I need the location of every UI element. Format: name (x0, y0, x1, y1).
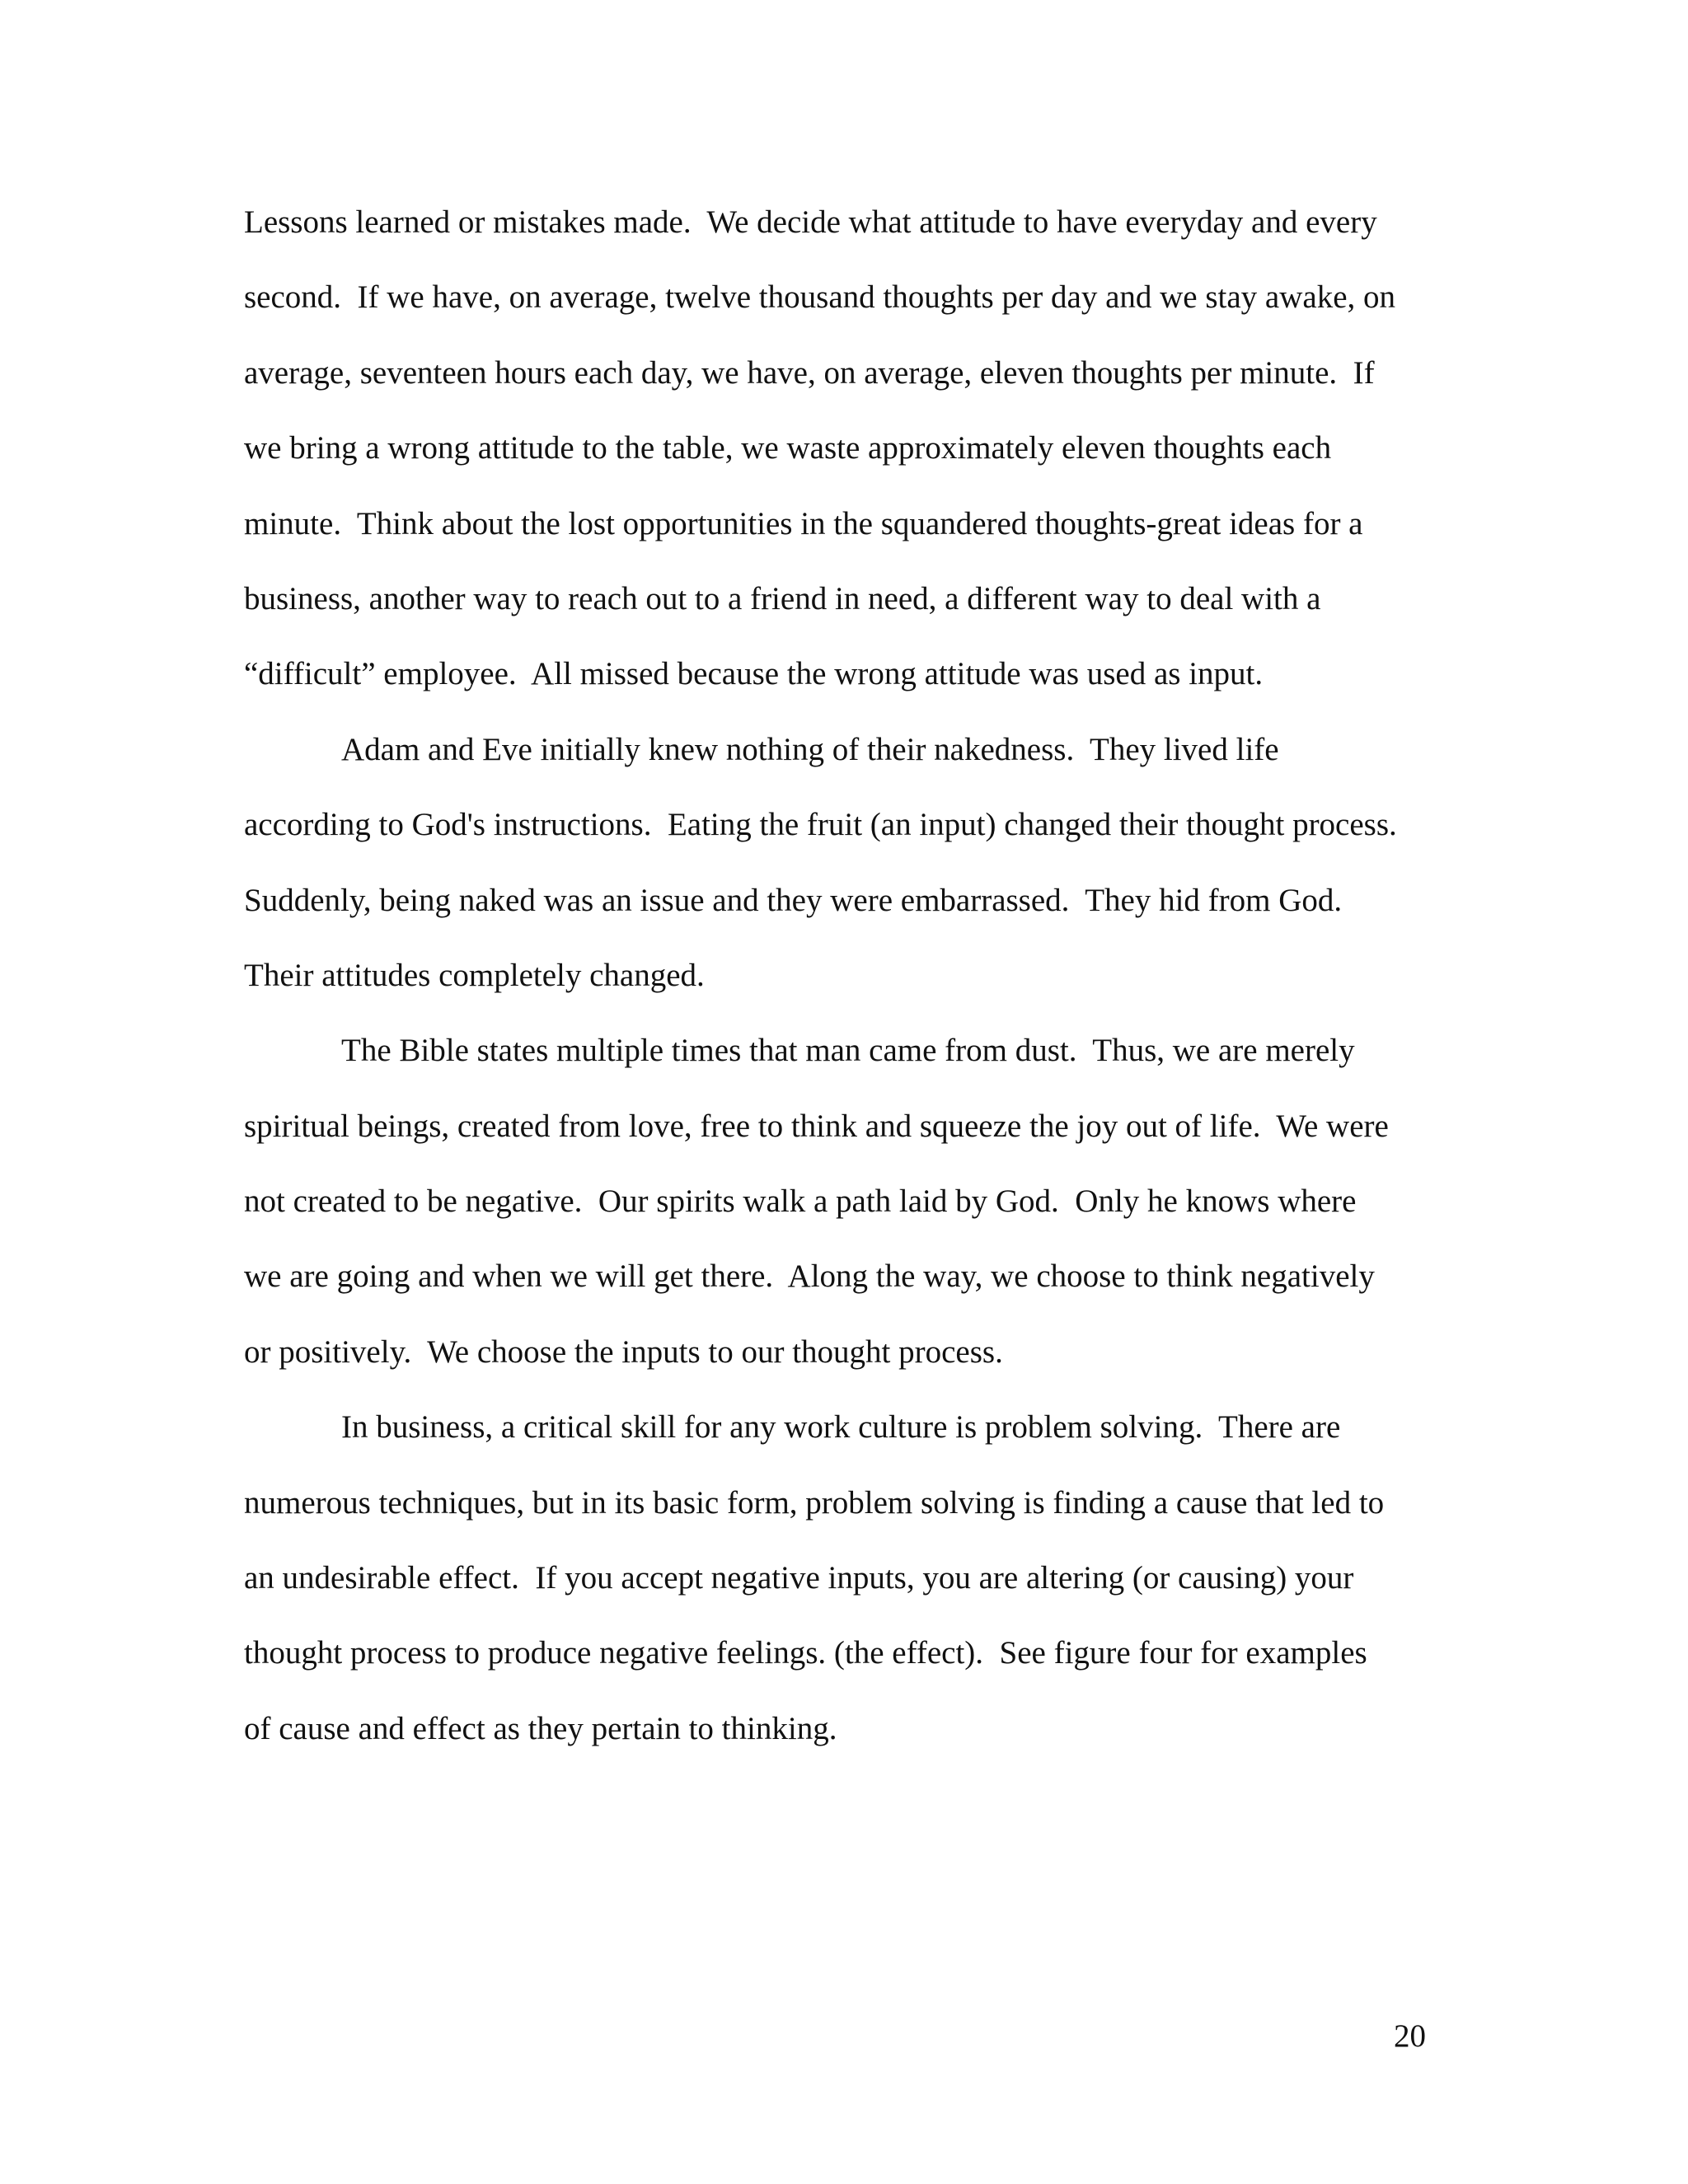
page-number: 20 (1394, 2018, 1426, 2054)
text-line: Adam and Eve initially knew nothing of their nakedness. They lived life (341, 731, 1279, 767)
text-line: In business, a critical skill for any work culture is problem solving. There are (341, 1409, 1341, 1446)
text-line: The Bible states multiple times that man came from dust. Thus, we are merely (341, 1033, 1355, 1069)
text-line: Suddenly, being naked was an issue and they were embarrassed. They hid from God. (244, 882, 1343, 918)
text-line: of cause and effect as they pertain to thinking. (244, 1710, 837, 1746)
text-line: second. If we have, on average, twelve thousand thoughts per day and we stay awake, on (244, 279, 1396, 316)
text-line: “difficult” employee. All missed because the wrong attitude was used as input. (244, 656, 1264, 692)
text-line: we are going and when we will get there. Along the way, we choose to think negatively (244, 1258, 1375, 1295)
text-line: Their attitudes completely changed. (244, 957, 705, 993)
text-line: business, another way to reach out to a friend in need, a different way to deal with a (244, 580, 1321, 616)
text-line: an undesirable effect. If you accept negative inputs, you are altering (or causing) your (244, 1560, 1354, 1596)
text-line: numerous techniques, but in its basic form, problem solving is finding a cause that led to (244, 1484, 1385, 1521)
text-line: thought process to produce negative feelings. (the effect). See figure four for examples (244, 1635, 1367, 1671)
text-line: spiritual beings, created from love, free to think and squeeze the joy out of life. We were (244, 1108, 1389, 1144)
text-line: Lessons learned or mistakes made. We decide what attitude to have everyday and every (244, 204, 1377, 240)
text-line: we bring a wrong attitude to the table, we waste approximately eleven thoughts each (244, 430, 1332, 466)
paragraph (244, 1390, 1439, 1766)
paragraph (244, 185, 1439, 712)
body-text (244, 185, 1439, 1766)
text-line: minute. Think about the lost opportunities in the squandered thoughts-great ideas for a (244, 505, 1363, 541)
text-line: not created to be negative. Our spirits walk a path laid by God. Only he knows where (244, 1183, 1357, 1220)
text-line: average, seventeen hours each day, we have, on average, eleven thoughts per minute. If (244, 354, 1375, 391)
paragraph (244, 1013, 1439, 1390)
text-line: according to God's instructions. Eating the fruit (an input) changed their thought process. (244, 807, 1397, 843)
text-line: or positively. We choose the inputs to our thought process. (244, 1333, 1003, 1370)
paragraph (244, 712, 1439, 1014)
